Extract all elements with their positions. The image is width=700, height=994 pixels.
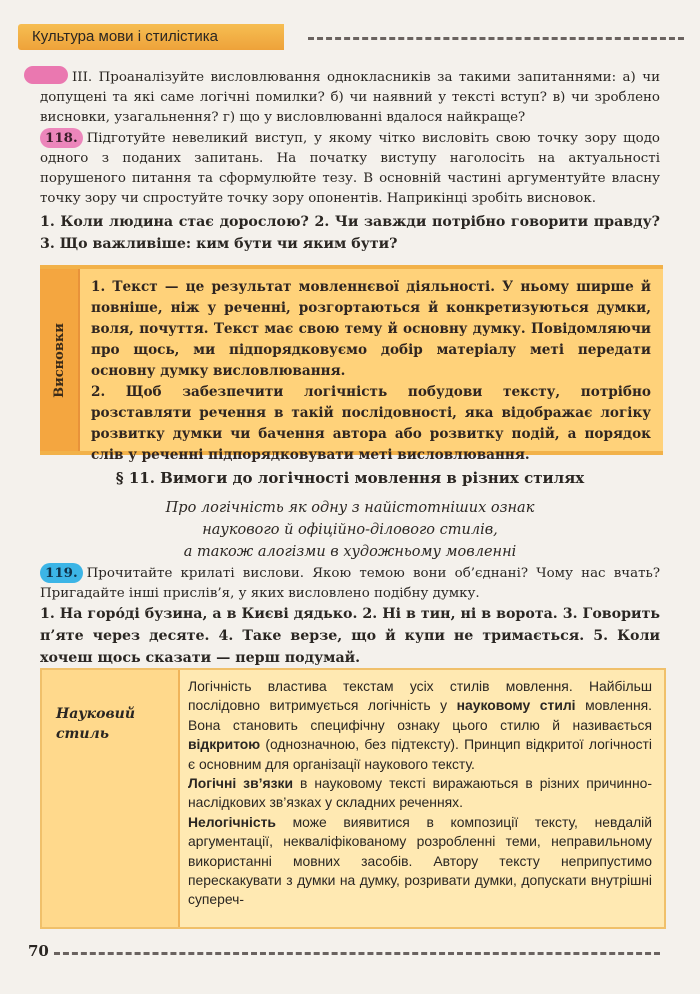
task-3-text: III. Проаналізуйте висловлювання однокласників за такими запитаннями: а) чи допущені та які саме логічні помилки? б) чи наявний у тексті вступ? в) чи зроблено висновки, узагальнення? г) що у висловлюванні вдалося найкраще? xyxy=(40,70,660,125)
subtitle-line-2: наукового й офіційно-ділового стилів, xyxy=(202,522,498,538)
task-118-text: Підготуйте невеликий виступ, у якому чітко висловіть свою точку зору щодо одного з поданих запитань. На початку виступу наголосіть на актуальності порушеного питання та сформулюйте тезу. В основній частині аргументуйте власну точку зору чи спростуйте точку зору опонентів. Наприкінці зробіть висновок. xyxy=(40,131,660,206)
pink-marker xyxy=(24,66,68,84)
task-118-paragraph xyxy=(40,128,660,209)
conclusions-label-wrap xyxy=(40,269,78,451)
task-118-questions: 1. Коли людина стає дорослою? 2. Чи завжди потрібно говорити правду? 3. Що важливіше: ким бути чи яким бути? xyxy=(40,214,660,252)
science-s4: в науковому тексті виражаються в різних причинно-наслідкових зв’язках у складних реченнях. xyxy=(188,775,652,811)
conclusions-label: Висновки xyxy=(51,322,67,398)
science-style-text xyxy=(188,677,652,910)
science-s5-bold: Нелогічність xyxy=(188,813,276,830)
header-tab xyxy=(18,24,284,50)
task-118-number: 118. xyxy=(40,128,83,148)
science-s3: (однозначною, без підтексту). Принцип відкритої логічності є основним для організації наукового тексту. xyxy=(188,736,652,772)
subtitle-line-1: Про логічність як одну з найістотніших ознак xyxy=(165,500,535,516)
task-119-text: Прочитайте крилаті вислови. Якою темою вони об’єднані? Чому нас вчать? Пригадайте інші прислів’я, у яких висловлено подібну думку. xyxy=(40,566,660,601)
science-style-box xyxy=(40,668,666,929)
footer-rule xyxy=(54,952,660,955)
header-rule xyxy=(308,37,684,40)
science-s4-bold: Логічні зв’язки xyxy=(188,775,293,792)
conclusions-box xyxy=(40,265,663,463)
header-title: Культура мови і стилістика xyxy=(32,28,219,45)
science-s2-bold: відкритою xyxy=(188,736,261,753)
task-119-number: 119. xyxy=(40,563,83,583)
task-119-paragraph xyxy=(40,563,660,604)
section-subtitle xyxy=(100,497,600,563)
science-s2: мовлення. Вона становить специфічну ознаку цього стилю й називається xyxy=(188,697,652,733)
science-style-side xyxy=(42,670,180,927)
task-3-paragraph xyxy=(40,66,660,128)
science-s5: може виявитися в композиції тексту, невдалій аргументації, некваліфікованому розробленні теми, неправильному використанні мовних засобів. Автору тексту неприпустимо перескакувати з думки на думку, розривати думки, допускати внутрішні супереч- xyxy=(188,813,652,908)
page-number: 70 xyxy=(28,942,49,960)
task-119-proverbs: 1. На горо́ді бузина, а в Києві дядько. 2. Ні в тин, ні в ворота. 3. Говорить п’яте через десяте. 4. Таке верзе, що й купи не тримається. 5. Коли хочеш щось сказати — перш подумай. xyxy=(40,606,660,666)
science-style-label: Науковий стиль xyxy=(56,706,136,742)
page-header xyxy=(18,24,686,50)
conclusion-1: 1. Текст — це результат мовленнєвої діяльності. У ньому ширше й повніше, ніж у реченні, розгортаються й конкретизуються думки, воля, почуття. Текст має свою тему й основну думку. Повідомляючи про щось, ми підпорядковуємо добір матеріалу меті передати основну думку висловлювання. xyxy=(91,279,651,379)
subtitle-line-3: а також алогізми в художньому мовленні xyxy=(183,544,517,560)
conclusion-2: 2. Щоб забезпечити логічність побудови тексту, потрібно розставляти речення в такій послідовності, яка відображає логіку розвитку думки чи бачення автора або розвитку подій, а порядок слів у реченні підпорядковувати меті висловлювання. xyxy=(91,384,651,463)
science-s1: Логічність властива текстам усіх стилів мовлення. Найбільш послідовно витримується логічність у xyxy=(188,678,652,714)
conclusions-text xyxy=(91,277,651,466)
science-s1-bold: науковому стилі xyxy=(456,697,576,714)
section-title: § 11. Вимоги до логічності мовлення в різних стилях xyxy=(115,469,585,487)
